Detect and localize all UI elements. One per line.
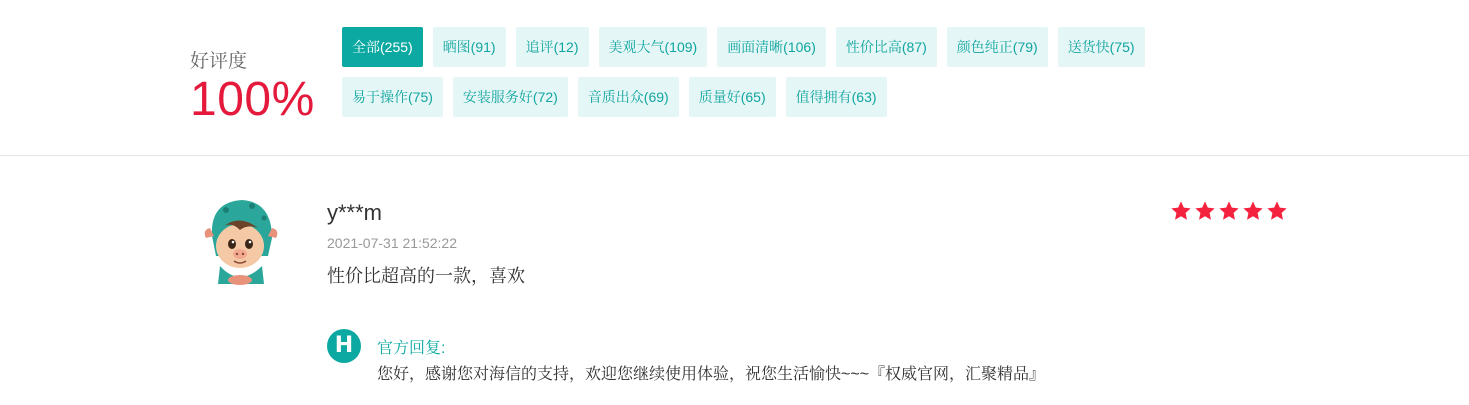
- avatar: [202, 196, 280, 288]
- star-icon: [1266, 200, 1288, 222]
- rating-value: 100%: [190, 73, 315, 126]
- review-item: [0, 156, 1469, 405]
- tag-clear-picture[interactable]: 画面清晰(106): [717, 27, 826, 67]
- star-icon: [1194, 200, 1216, 222]
- reviewer-name: y***m: [327, 200, 383, 225]
- tag-follow-up[interactable]: 追评(12): [516, 27, 589, 67]
- tag-row-1: [342, 27, 1212, 67]
- tag-fast-delivery[interactable]: 送货快(75): [1058, 27, 1145, 67]
- star-icon: [1242, 200, 1264, 222]
- tag-good-installation[interactable]: 安装服务好(72): [453, 77, 568, 117]
- official-reply-text: 您好，感谢您对海信的支持，欢迎您继续使用体验，祝您生活愉快~~~『权威官网，汇聚精品』: [377, 366, 1046, 383]
- official-reply-icon: H: [327, 329, 361, 363]
- review-content: 性价比超高的一款，喜欢: [327, 266, 525, 286]
- tag-worth-owning[interactable]: 值得拥有(63): [786, 77, 887, 117]
- star-rating: [1170, 200, 1288, 222]
- star-icon: [1218, 200, 1240, 222]
- tag-pure-color[interactable]: 颜色纯正(79): [947, 27, 1048, 67]
- tag-good-quality[interactable]: 质量好(65): [689, 77, 776, 117]
- star-icon: [1170, 200, 1192, 222]
- tag-beautiful[interactable]: 美观大气(109): [599, 27, 708, 67]
- tag-row-2: [342, 77, 1212, 117]
- tag-easy-operation[interactable]: 易于操作(75): [342, 77, 443, 117]
- official-reply-label: 官方回复:: [377, 340, 446, 357]
- tag-photos[interactable]: 晒图(91): [433, 27, 506, 67]
- review-tag-filter: [342, 27, 1212, 127]
- rating-label: 好评度: [190, 51, 248, 72]
- tag-value[interactable]: 性价比高(87): [836, 27, 937, 67]
- tag-sound-quality[interactable]: 音质出众(69): [578, 77, 679, 117]
- rating-summary: [0, 0, 1469, 156]
- review-date: 2021-07-31 21:52:22: [327, 235, 457, 251]
- tag-all[interactable]: 全部(255): [342, 27, 423, 67]
